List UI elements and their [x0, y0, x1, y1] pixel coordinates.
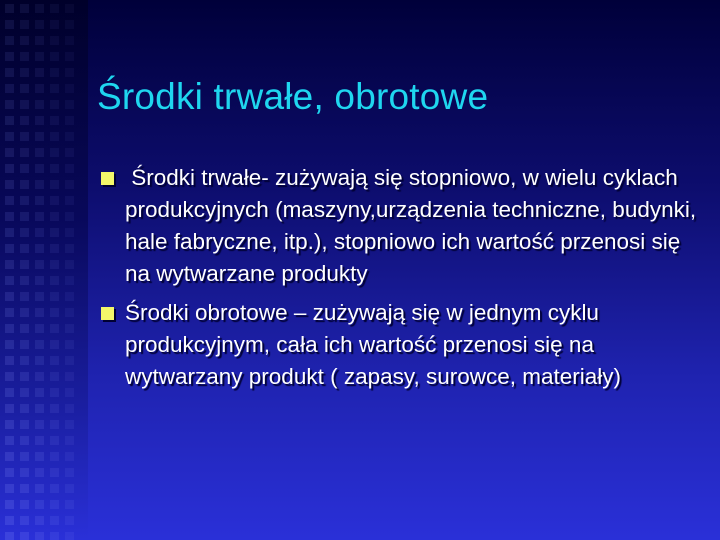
- decorative-square: [20, 36, 29, 45]
- decorative-square: [35, 356, 44, 365]
- decorative-square: [20, 324, 29, 333]
- bullet-item-fixed-assets: [100, 162, 710, 290]
- decorative-square: [5, 68, 14, 77]
- decorative-square: [65, 516, 74, 525]
- decorative-square: [65, 100, 74, 109]
- decorative-square: [35, 244, 44, 253]
- decorative-square: [50, 356, 59, 365]
- decorative-square: [50, 212, 59, 221]
- decorative-square: [20, 388, 29, 397]
- decorative-square: [20, 468, 29, 477]
- decorative-square: [5, 196, 14, 205]
- decorative-square: [65, 68, 74, 77]
- decorative-square: [35, 180, 44, 189]
- decorative-square: [50, 244, 59, 253]
- decorative-square: [50, 260, 59, 269]
- decorative-square: [20, 164, 29, 173]
- decorative-square: [20, 116, 29, 125]
- decorative-square: [50, 404, 59, 413]
- decorative-square: [5, 228, 14, 237]
- decorative-square: [50, 516, 59, 525]
- bullet-item-current-assets: [100, 297, 710, 393]
- decorative-square: [35, 532, 44, 540]
- square-bullet-icon: [101, 172, 114, 185]
- decorative-square: [65, 324, 74, 333]
- decorative-square: [50, 484, 59, 493]
- decorative-square: [20, 20, 29, 29]
- decorative-square: [5, 388, 14, 397]
- decorative-square: [20, 228, 29, 237]
- decorative-square: [50, 452, 59, 461]
- decorative-square: [5, 436, 14, 445]
- decorative-square: [5, 212, 14, 221]
- decorative-square: [5, 148, 14, 157]
- decorative-square: [5, 276, 14, 285]
- decorative-square: [35, 404, 44, 413]
- decorative-square: [35, 196, 44, 205]
- decorative-square: [35, 84, 44, 93]
- decorative-square: [5, 292, 14, 301]
- decorative-square: [5, 308, 14, 317]
- decorative-square: [50, 292, 59, 301]
- decorative-square: [5, 4, 14, 13]
- decorative-square: [5, 516, 14, 525]
- decorative-square: [35, 308, 44, 317]
- decorative-square: [5, 452, 14, 461]
- decorative-square: [20, 84, 29, 93]
- decorative-square: [5, 500, 14, 509]
- decorative-square: [35, 292, 44, 301]
- decorative-square: [35, 436, 44, 445]
- decorative-square: [65, 484, 74, 493]
- decorative-square: [50, 52, 59, 61]
- decorative-squares: [0, 0, 88, 540]
- decorative-square: [35, 148, 44, 157]
- decorative-square: [50, 196, 59, 205]
- decorative-square: [35, 4, 44, 13]
- decorative-square: [50, 36, 59, 45]
- decorative-square: [35, 516, 44, 525]
- decorative-square: [65, 340, 74, 349]
- decorative-square: [5, 532, 14, 540]
- decorative-square: [65, 4, 74, 13]
- decorative-square: [35, 212, 44, 221]
- decorative-square: [50, 468, 59, 477]
- decorative-square: [65, 212, 74, 221]
- decorative-square: [5, 468, 14, 477]
- decorative-square: [20, 68, 29, 77]
- decorative-square: [50, 180, 59, 189]
- decorative-square: [5, 404, 14, 413]
- decorative-square: [35, 388, 44, 397]
- decorative-square: [65, 356, 74, 365]
- decorative-square: [50, 132, 59, 141]
- decorative-square: [5, 84, 14, 93]
- decorative-square: [20, 260, 29, 269]
- decorative-square: [65, 308, 74, 317]
- decorative-square: [65, 420, 74, 429]
- decorative-square: [20, 180, 29, 189]
- decorative-square: [20, 276, 29, 285]
- decorative-square: [35, 20, 44, 29]
- slide-title: Środki trwałe, obrotowe: [97, 76, 489, 117]
- decorative-square: [65, 116, 74, 125]
- decorative-square: [65, 20, 74, 29]
- decorative-square: [65, 244, 74, 253]
- decorative-square: [65, 228, 74, 237]
- decorative-square: [5, 164, 14, 173]
- decorative-square: [20, 4, 29, 13]
- decorative-square: [5, 20, 14, 29]
- decorative-square: [50, 116, 59, 125]
- decorative-square: [65, 388, 74, 397]
- decorative-square: [65, 148, 74, 157]
- decorative-square: [50, 68, 59, 77]
- decorative-square: [65, 84, 74, 93]
- decorative-square: [20, 500, 29, 509]
- decorative-square: [35, 132, 44, 141]
- decorative-square: [50, 276, 59, 285]
- decorative-square: [5, 116, 14, 125]
- decorative-square: [65, 532, 74, 540]
- decorative-square: [35, 484, 44, 493]
- decorative-square: [5, 484, 14, 493]
- decorative-square: [35, 52, 44, 61]
- decorative-square: [65, 276, 74, 285]
- decorative-square: [50, 228, 59, 237]
- decorative-square: [20, 308, 29, 317]
- decorative-square: [65, 404, 74, 413]
- decorative-square: [5, 340, 14, 349]
- decorative-square: [50, 308, 59, 317]
- decorative-square: [65, 180, 74, 189]
- decorative-square: [20, 516, 29, 525]
- decorative-square: [5, 420, 14, 429]
- bullet-text: Środki trwałe- zużywają się stopniowo, w wielu cyklach produkcyjnych (maszyny,urządzenia techniczne, budynki, hale fabryczne, itp.), stopniowo ich wartość przenosi się na wytwarzane produkty: [125, 165, 703, 286]
- decorative-square: [20, 452, 29, 461]
- decorative-square: [65, 196, 74, 205]
- decorative-square: [65, 260, 74, 269]
- decorative-square: [50, 388, 59, 397]
- decorative-square: [65, 52, 74, 61]
- decorative-square: [20, 244, 29, 253]
- decorative-square: [5, 356, 14, 365]
- decorative-square: [20, 484, 29, 493]
- decorative-square: [65, 500, 74, 509]
- decorative-square: [5, 260, 14, 269]
- decorative-square: [35, 452, 44, 461]
- decorative-square: [20, 340, 29, 349]
- decorative-square: [35, 500, 44, 509]
- decorative-square: [5, 180, 14, 189]
- decorative-square: [35, 340, 44, 349]
- decorative-square: [35, 36, 44, 45]
- decorative-square: [20, 356, 29, 365]
- decorative-square: [20, 532, 29, 540]
- decorative-square: [50, 324, 59, 333]
- decorative-square: [35, 68, 44, 77]
- decorative-square: [5, 324, 14, 333]
- decorative-square: [50, 20, 59, 29]
- decorative-square: [50, 4, 59, 13]
- decorative-square: [65, 372, 74, 381]
- decorative-square: [65, 36, 74, 45]
- decorative-square: [5, 132, 14, 141]
- decorative-square: [50, 500, 59, 509]
- square-bullet-icon: [101, 307, 114, 320]
- bullet-text: Środki obrotowe – zużywają się w jednym cyklu produkcyjnym, cała ich wartość przenosi się na wytwarzany produkt ( zapasy, surowce, materiały): [125, 300, 621, 389]
- decorative-square: [35, 228, 44, 237]
- decorative-square: [5, 36, 14, 45]
- decorative-square: [20, 404, 29, 413]
- decorative-square: [50, 436, 59, 445]
- decorative-square: [20, 100, 29, 109]
- decorative-square: [65, 164, 74, 173]
- decorative-square: [20, 420, 29, 429]
- decorative-square: [50, 84, 59, 93]
- decorative-square: [65, 132, 74, 141]
- decorative-square: [20, 132, 29, 141]
- decorative-square: [20, 52, 29, 61]
- decorative-square: [65, 468, 74, 477]
- decorative-square: [35, 468, 44, 477]
- decorative-square: [35, 372, 44, 381]
- decorative-square: [65, 292, 74, 301]
- decorative-square: [20, 436, 29, 445]
- decorative-square: [35, 100, 44, 109]
- decorative-square: [20, 372, 29, 381]
- decorative-square: [20, 292, 29, 301]
- decorative-square: [35, 164, 44, 173]
- decorative-square: [35, 276, 44, 285]
- decorative-square: [50, 164, 59, 173]
- decorative-square: [65, 452, 74, 461]
- decorative-side-strip: [0, 0, 88, 540]
- decorative-square: [50, 372, 59, 381]
- decorative-square: [20, 148, 29, 157]
- decorative-square: [50, 420, 59, 429]
- decorative-square: [35, 420, 44, 429]
- decorative-square: [35, 324, 44, 333]
- decorative-square: [50, 532, 59, 540]
- decorative-square: [50, 148, 59, 157]
- decorative-square: [5, 52, 14, 61]
- decorative-square: [35, 260, 44, 269]
- decorative-square: [65, 436, 74, 445]
- bullet-list: [100, 162, 710, 400]
- decorative-square: [50, 100, 59, 109]
- decorative-square: [35, 116, 44, 125]
- decorative-square: [20, 212, 29, 221]
- decorative-square: [5, 100, 14, 109]
- decorative-square: [20, 196, 29, 205]
- decorative-square: [5, 244, 14, 253]
- decorative-square: [50, 340, 59, 349]
- decorative-square: [5, 372, 14, 381]
